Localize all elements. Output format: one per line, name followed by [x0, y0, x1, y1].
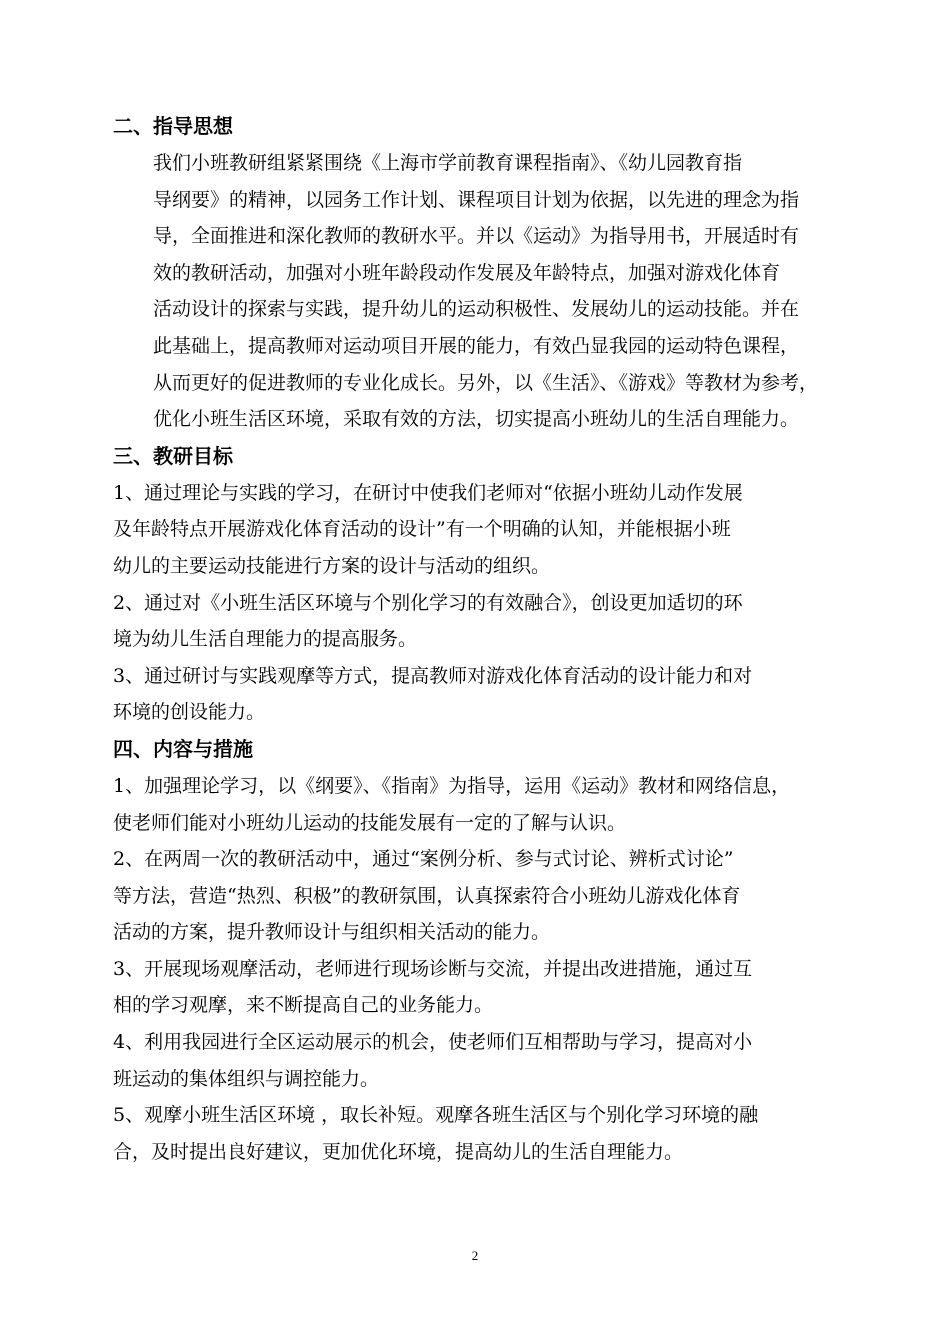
text-line: 导，全面推进和深化教师的教研水平。并以《运动》为指导用书，开展适时有 [153, 225, 800, 248]
paragraph [113, 475, 847, 585]
text-line: 从而更好的促进教师的专业化成长。另外，以《生活》、《游戏》等教材为参考， [153, 371, 819, 394]
section-heading: 二、指导思想 [113, 114, 233, 138]
paragraph [113, 1097, 847, 1170]
text-line: 3、通过研讨与实践观摩等方式，提高教师对游戏化体育活动的设计能力和对 [113, 664, 753, 687]
text-line: 效的教研活动，加强对小班年龄段动作发展及年龄特点，加强对游戏化体育 [153, 261, 781, 284]
page-number: 2 [471, 1248, 479, 1263]
paragraph [113, 658, 847, 731]
text-line: 使老师们能对小班幼儿运动的技能发展有一定的了解与认识。 [113, 811, 627, 834]
paragraph [113, 1024, 847, 1097]
text-line: 我们小班教研组紧紧围绕《上海市学前教育课程指南》、《幼儿园教育指 [153, 152, 743, 174]
text-line: 环境的创设能力。 [113, 701, 266, 724]
text-line: 相的学习观摩，来不断提高自己的业务能力。 [113, 994, 494, 1017]
section-heading: 四、内容与措施 [113, 736, 253, 761]
section-heading: 三、教研目标 [113, 443, 233, 468]
text-line: 及年龄特点开展游戏化体育活动的设计”有一个明确的认知，并能根据小班 [113, 518, 731, 541]
text-line: 1、通过理论与实践的学习，在研讨中使我们老师对“依据小班幼儿动作发展 [113, 481, 743, 504]
paragraph [113, 768, 847, 841]
text-line: 合，及时提出良好建议，更加优化环境，提高幼儿的生活自理能力。 [113, 1140, 684, 1163]
page-body [113, 108, 847, 1170]
text-line: 活动设计的探索与实践，提升幼儿的运动积极性、发展幼儿的运动技能。并在 [153, 298, 800, 321]
paragraph [113, 145, 847, 438]
text-line: 3、开展现场观摩活动，老师进行现场诊断与交流，并提出改进措施，通过互 [113, 957, 753, 980]
text-line: 1、加强理论学习，以《纲要》、《指南》为指导，运用《运动》教材和网络信息， [113, 774, 791, 797]
text-line: 等方法，营造“热烈、积极”的教研氛围，认真探索符合小班幼儿游戏化体育 [113, 884, 741, 907]
text-line: 活动的方案，提升教师设计与组织相关活动的能力。 [113, 921, 551, 944]
text-line: 导纲要》的精神，以园务工作计划、课程项目计划为依据，以先进的理念为指 [153, 188, 800, 211]
text-line: 5、观摩小班生活区环境 ，取长补短。观摩各班生活区与个别化学习环境的融 [113, 1104, 759, 1127]
text-line: 优化小班生活区环境，采取有效的方法，切实提高小班幼儿的生活自理能力。 [153, 408, 800, 431]
text-line: 此基础上，提高教师对运动项目开展的能力，有效凸显我园的运动特色课程， [153, 334, 800, 357]
text-line: 境为幼儿生活自理能力的提高服务。 [113, 628, 418, 651]
paragraph [113, 841, 847, 951]
text-line: 班运动的集体组织与调控能力。 [113, 1067, 380, 1090]
text-line: 幼儿的主要运动技能进行方案的设计与活动的组织。 [113, 554, 551, 577]
paragraph [113, 951, 847, 1024]
paragraph [113, 585, 847, 658]
text-line: 4、利用我园进行全区运动展示的机会，使老师们互相帮助与学习，提高对小 [113, 1031, 753, 1054]
text-line: 2、在两周一次的教研活动中，通过“案例分析、参与式讨论、辨析式讨论” [113, 848, 734, 871]
text-line: 2、通过对《小班生活区环境与个别化学习的有效融合》，创设更加适切的环 [113, 591, 743, 614]
